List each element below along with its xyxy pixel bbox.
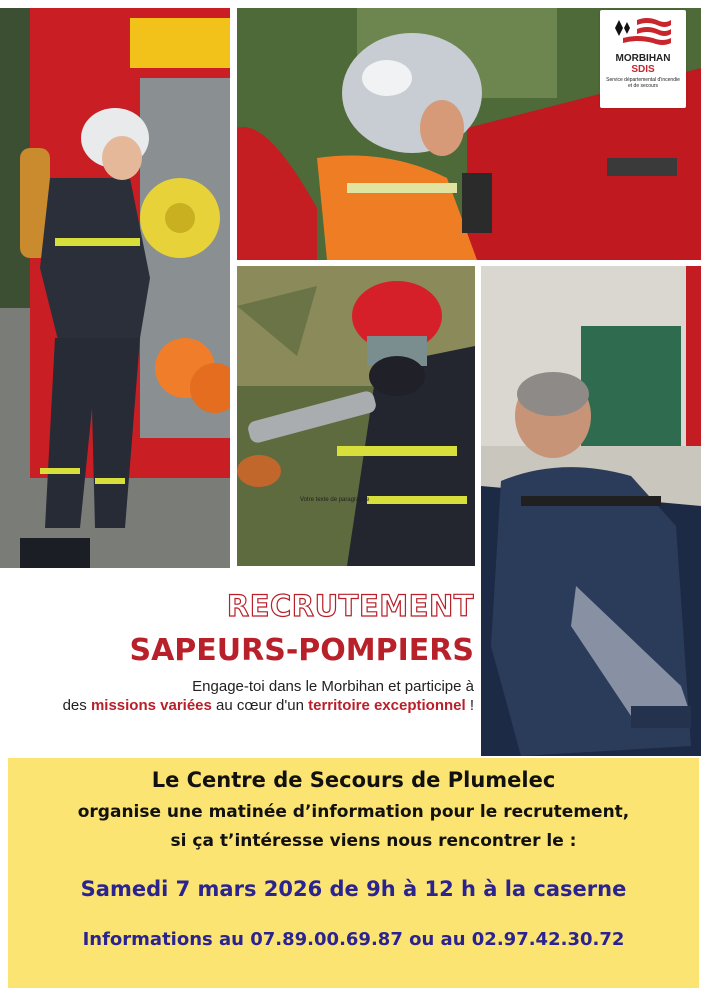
info-box <box>8 758 699 988</box>
info-center-name: Le Centre de Secours de Plumelec <box>151 768 556 792</box>
info-organise: organise une matinée d’information pour le recrutement, <box>77 802 630 822</box>
photo-caption: Votre texte de paragraphe <box>300 497 370 503</box>
photo-firefighter-backpack <box>481 266 701 756</box>
info-date: Samedi 7 mars 2026 de 9h à 12 h à la caserne <box>80 877 627 901</box>
headline-sapeurs-pompiers: SAPEURS-POMPIERS <box>129 633 474 668</box>
tagline-line-2 <box>0 697 474 714</box>
tagline-missions: missions variées <box>90 697 212 714</box>
info-phones: Informations au 07.89.00.69.87 ou au 02.97.42.30.72 <box>82 929 625 950</box>
tagline-suffix: ! <box>465 697 474 714</box>
photo-firefighter-truck <box>0 8 230 568</box>
sdis-logo <box>600 10 686 108</box>
morbihan-flag-icon <box>613 16 673 48</box>
tagline-line-1: Engage-toi dans le Morbihan et participe à <box>192 678 474 695</box>
info-interesse: si ça t’intéresse viens nous rencontrer le : <box>170 831 577 851</box>
tagline-prefix: des <box>62 697 91 714</box>
headline-recrutement: RECRUTEMENT <box>226 589 474 623</box>
logo-service: Service départemental d'incendie et de secours <box>606 77 680 89</box>
tagline-territoire: territoire exceptionnel <box>308 697 466 714</box>
photo-firefighter-hose <box>237 266 475 566</box>
logo-morbihan: MORBIHAN <box>615 53 671 64</box>
logo-sdis: SDIS <box>631 64 655 75</box>
tagline-mid: au cœur d'un <box>211 697 309 714</box>
